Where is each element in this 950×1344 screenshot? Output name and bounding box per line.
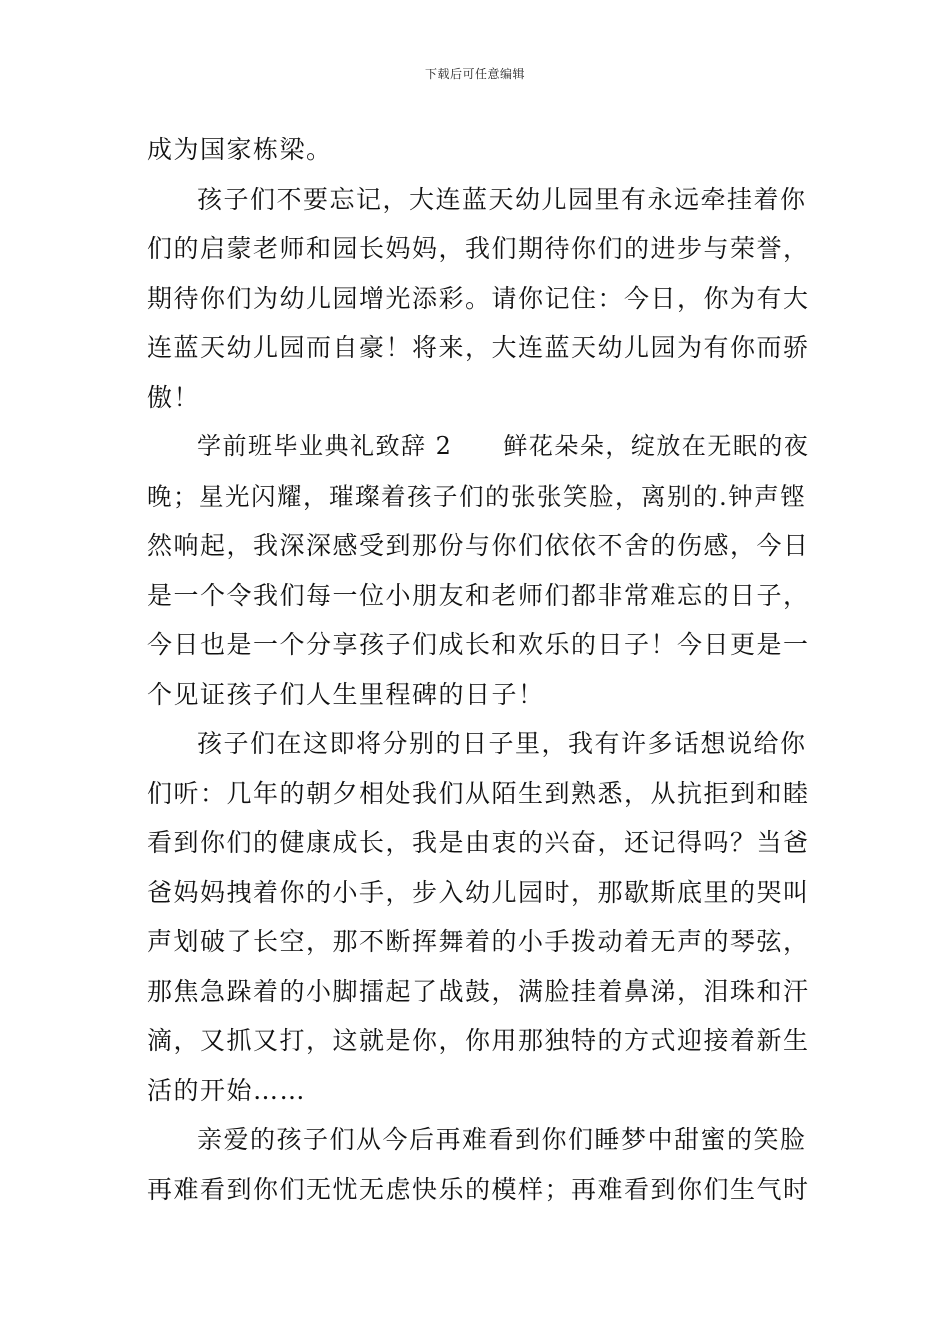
- text-line: 滴，又抓又打，这就是你，你用那独特的方式迎接着新生: [147, 1026, 810, 1055]
- text-line: 们听：几年的朝夕相处我们从陌生到熟悉，从抗拒到和睦: [147, 778, 810, 808]
- page-header: 下载后可任意编辑: [424, 67, 525, 81]
- text-line: 爸妈妈拽着你的小手，步入幼儿园时，那歇斯底里的哭叫: [147, 877, 810, 907]
- text-line: 亲爱的孩子们从今后再难看到你们睡梦中甜蜜的笑脸: [197, 1125, 807, 1154]
- text-line: 们的启蒙老师和园长妈妈，我们期待你们的进步与荣誉，: [147, 234, 810, 263]
- text-line: 孩子们在这即将分别的日子里，我有许多话想说给你: [197, 729, 807, 758]
- text-line: 声划破了长空，那不断挥舞着的小手拨动着无声的琴弦，: [147, 927, 810, 956]
- text-line: 傲！: [147, 382, 201, 412]
- text-line: 看到你们的健康成长，我是由衷的兴奋，还记得吗？当爸: [147, 828, 810, 857]
- text-line: 今日也是一个分享孩子们成长和欢乐的日子！今日更是一: [147, 630, 810, 659]
- text-line: 成为国家栋梁。: [147, 135, 333, 164]
- text-line: 孩子们不要忘记，大连蓝天幼儿园里有永远牵挂着你: [197, 184, 807, 214]
- text-line: 然响起，我深深感受到那份与你们依依不舍的伤感，今日: [147, 531, 810, 560]
- text-line: 再难看到你们无忧无虑快乐的模样；再难看到你们生气时: [147, 1174, 810, 1204]
- text-line: 期待你们为幼儿园增光添彩。请你记住：今日，你为有大: [147, 283, 810, 313]
- text-line: 学前班毕业典礼致辞 2 鲜花朵朵，绽放在无眠的夜: [197, 432, 810, 460]
- text-line: 活的开始……: [147, 1075, 307, 1105]
- document-body: [147, 125, 812, 1214]
- text-line: 那焦急跺着的小脚擂起了战鼓，满脸挂着鼻涕，泪珠和汗: [147, 976, 810, 1006]
- text-line: 个见证孩子们人生里程碑的日子！: [147, 679, 545, 709]
- text-line: 晚；星光闪耀，璀璨着孩子们的张张笑脸，离别的.钟声铿: [147, 481, 807, 511]
- text-line: 是一个令我们每一位小朋友和老师们都非常难忘的日子，: [147, 580, 810, 610]
- text-line: 连蓝天幼儿园而自豪！将来，大连蓝天幼儿园为有你而骄: [147, 333, 810, 362]
